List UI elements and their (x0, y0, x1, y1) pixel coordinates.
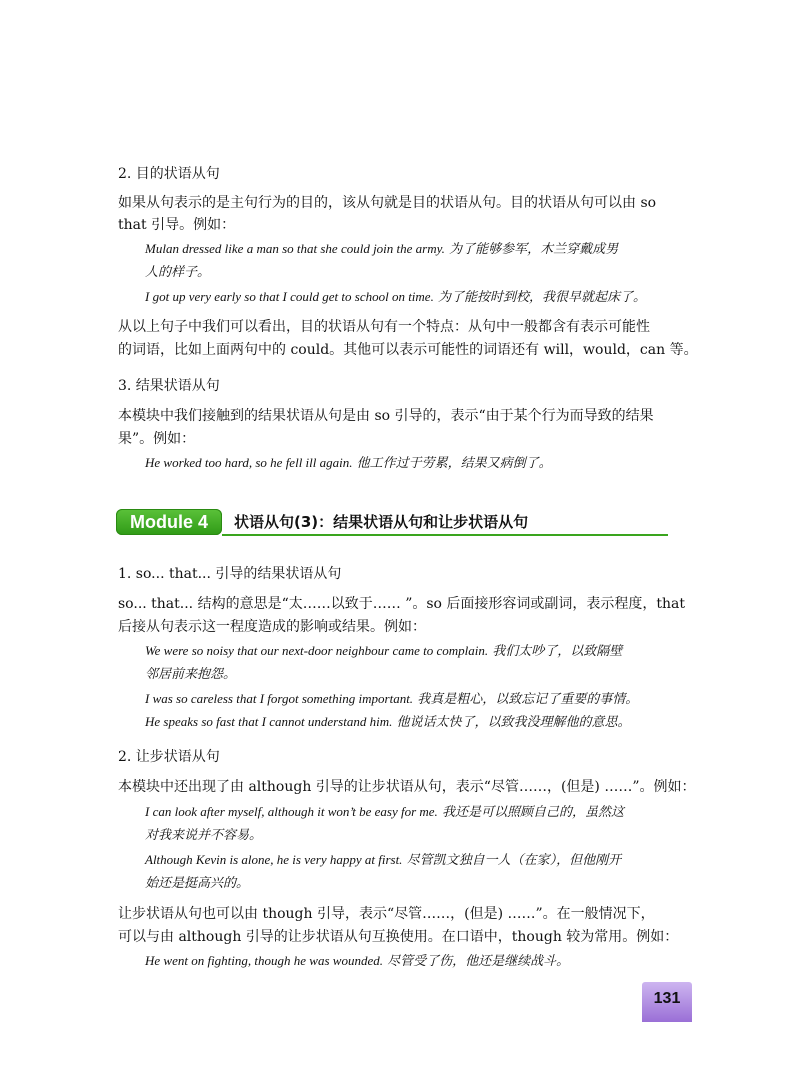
example-english: I was so careless that I forgot something important. (145, 691, 414, 706)
paragraph-line: 后接从句表示这一程度造成的影响或结果。例如： (118, 619, 426, 635)
example-chinese: 我还是可以照顾自己的，虽然这 (437, 805, 624, 820)
paragraph-line: 的词语，比如上面两句中的 could。其他可以表示可能性的词语还有 will，would，can 等。 (118, 342, 698, 358)
page-number: 131 (653, 990, 681, 1007)
example-sentence (145, 452, 552, 471)
example-chinese: 我真是粗心，以致忘记了重要的事情。 (413, 692, 639, 707)
example-chinese-cont (145, 872, 249, 891)
example-english: I can look after myself, although it won’t be easy for me. (145, 804, 438, 819)
paragraph-line: 让步状语从句也可以由 though 引导，表示“尽管……，(但是) ……”。在一般情况下， (118, 906, 655, 922)
section-heading-result-clause: 3. 结果状语从句 (118, 378, 220, 394)
module-title: 状语从句(3)：结果状语从句和让步状语从句 (234, 513, 529, 531)
paragraph-line: 本模块中还出现了由 although 引导的让步状语从句，表示“尽管……，(但是) ……”。例如： (118, 779, 696, 795)
example-sentence (145, 688, 638, 707)
paragraph-line: 本模块中我们接触到的结果状语从句是由 so 引导的，表示“由于某个行为而导致的结果 (118, 408, 654, 424)
example-chinese: 我们太吵了，以致隔壁 (488, 644, 623, 659)
module-underline (222, 534, 668, 536)
module-header (116, 507, 668, 537)
section-heading-so-that: 1. so... that... 引导的结果状语从句 (118, 566, 342, 582)
example-chinese: 尽管受了伤，他还是继续战斗。 (382, 954, 570, 969)
example-sentence (145, 849, 621, 868)
example-chinese: 为了能够参军，木兰穿戴成男 (444, 242, 619, 257)
example-chinese: 人的样子。 (145, 265, 211, 280)
example-chinese: 为了能按时到校，我很早就起床了。 (433, 290, 646, 305)
example-chinese: 他说话太快了，以致我没理解他的意思。 (392, 715, 631, 730)
paragraph-line: that 引导。例如： (118, 217, 236, 233)
example-chinese: 邻居前来抱怨。 (145, 667, 237, 682)
section-heading-purpose-clause: 2. 目的状语从句 (118, 166, 220, 182)
paragraph-line: 从以上句子中我们可以看出，目的状语从句有一个特点：从句中一般都含有表示可能性 (118, 319, 650, 335)
example-chinese-cont (145, 261, 210, 280)
example-chinese-cont (145, 824, 262, 843)
example-english: He went on fighting, though he was wounded. (145, 953, 383, 968)
example-chinese: 对我来说并不容易。 (145, 828, 263, 843)
example-english: He worked too hard, so he fell ill again. (145, 455, 353, 470)
example-chinese: 尽管凯文独自一人（在家），但他刚开 (402, 853, 622, 868)
example-english: Although Kevin is alone, he is very happy at first. (145, 852, 403, 867)
example-sentence (145, 801, 624, 820)
example-chinese-cont (145, 663, 236, 682)
paragraph-line: 可以与由 although 引导的让步状语从句互换使用。在口语中，though 较为常用。例如： (118, 929, 679, 945)
example-english: Mulan dressed like a man so that she could join the army. (145, 241, 445, 256)
paragraph-line: 如果从句表示的是主句行为的目的，该从句就是目的状语从句。目的状语从句可以由 so (118, 195, 657, 211)
example-english: We were so noisy that our next-door neighbour came to complain. (145, 643, 489, 658)
module-badge: Module 4 (116, 509, 222, 535)
example-sentence (145, 238, 618, 257)
example-english: I got up very early so that I could get to school on time. (145, 289, 434, 304)
paragraph-line: 果”。例如： (118, 431, 196, 447)
example-sentence (145, 950, 569, 969)
example-sentence (145, 640, 622, 659)
example-sentence (145, 711, 630, 730)
paragraph-line: so... that... 结构的意思是“太……以致于…… ”。so 后面接形容词或副词，表示程度，that (118, 596, 686, 612)
example-chinese: 始还是挺高兴的。 (145, 876, 250, 891)
section-heading-concessive-clause: 2. 让步状语从句 (118, 749, 220, 765)
page-number-tab (642, 982, 692, 1022)
example-sentence (145, 286, 646, 305)
example-chinese: 他工作过于劳累，结果又病倒了。 (352, 456, 552, 471)
example-english: He speaks so fast that I cannot understand him. (145, 714, 393, 729)
